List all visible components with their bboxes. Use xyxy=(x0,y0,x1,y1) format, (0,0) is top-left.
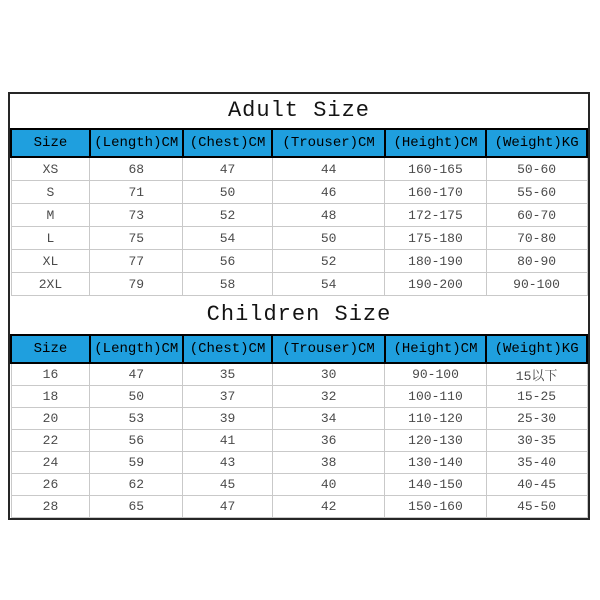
table-cell: 48 xyxy=(272,204,384,227)
table-cell: 110-120 xyxy=(385,408,486,430)
table-cell: 18 xyxy=(11,386,90,408)
column-header: (Chest)CM xyxy=(183,335,273,363)
table-cell: 45 xyxy=(183,474,273,496)
table-cell: 68 xyxy=(90,157,183,181)
table-cell: 52 xyxy=(272,250,384,273)
table-cell: 62 xyxy=(90,474,183,496)
table-cell: 44 xyxy=(272,157,384,181)
table-cell: 45-50 xyxy=(486,496,587,518)
table-cell: 90-100 xyxy=(486,273,587,296)
table-cell: 35 xyxy=(183,363,273,386)
table-cell: 120-130 xyxy=(385,430,486,452)
table-cell: 39 xyxy=(183,408,273,430)
table-cell: 30-35 xyxy=(486,430,587,452)
table-cell: 38 xyxy=(272,452,384,474)
children-size-title: Children Size xyxy=(206,302,392,327)
table-cell: 25-30 xyxy=(486,408,587,430)
table-cell: 15-25 xyxy=(486,386,587,408)
column-header: (Length)CM xyxy=(90,129,183,157)
table-cell: 20 xyxy=(11,408,90,430)
header-row xyxy=(11,335,587,363)
table-cell: 32 xyxy=(272,386,384,408)
table-row xyxy=(11,496,587,518)
column-header: (Weight)KG xyxy=(486,129,587,157)
table-cell: 40-45 xyxy=(486,474,587,496)
table-cell: XS xyxy=(11,157,90,181)
table-cell: 15以下 xyxy=(486,363,587,386)
table-cell: 24 xyxy=(11,452,90,474)
table-row xyxy=(11,452,587,474)
size-chart-frame xyxy=(8,92,590,520)
table-cell: 43 xyxy=(183,452,273,474)
table-cell: 59 xyxy=(90,452,183,474)
table-cell: 28 xyxy=(11,496,90,518)
table-row xyxy=(11,474,587,496)
table-cell: 160-170 xyxy=(385,181,486,204)
table-cell: 140-150 xyxy=(385,474,486,496)
table-cell: 47 xyxy=(183,157,273,181)
table-cell: 160-165 xyxy=(385,157,486,181)
table-row xyxy=(11,363,587,386)
column-header: Size xyxy=(11,129,90,157)
table-cell: 77 xyxy=(90,250,183,273)
table-cell: 42 xyxy=(272,496,384,518)
table-cell: 54 xyxy=(183,227,273,250)
table-cell: 50 xyxy=(90,386,183,408)
table-cell: 40 xyxy=(272,474,384,496)
table-row xyxy=(11,204,587,227)
table-cell: 71 xyxy=(90,181,183,204)
table-cell: 34 xyxy=(272,408,384,430)
table-cell: 26 xyxy=(11,474,90,496)
table-cell: L xyxy=(11,227,90,250)
table-row xyxy=(11,408,587,430)
table-cell: 50 xyxy=(183,181,273,204)
table-row xyxy=(11,250,587,273)
adult-size-table xyxy=(10,128,588,296)
table-cell: 65 xyxy=(90,496,183,518)
table-cell: 58 xyxy=(183,273,273,296)
column-header: (Height)CM xyxy=(385,335,486,363)
column-header: (Height)CM xyxy=(385,129,486,157)
table-cell: 60-70 xyxy=(486,204,587,227)
table-cell: 46 xyxy=(272,181,384,204)
table-cell: 50-60 xyxy=(486,157,587,181)
column-header: (Length)CM xyxy=(90,335,183,363)
table-cell: 73 xyxy=(90,204,183,227)
table-cell: 70-80 xyxy=(486,227,587,250)
table-cell: 190-200 xyxy=(385,273,486,296)
column-header: Size xyxy=(11,335,90,363)
table-cell: 180-190 xyxy=(385,250,486,273)
table-cell: 30 xyxy=(272,363,384,386)
table-cell: 2XL xyxy=(11,273,90,296)
table-cell: 54 xyxy=(272,273,384,296)
table-cell: 37 xyxy=(183,386,273,408)
table-cell: 52 xyxy=(183,204,273,227)
table-cell: M xyxy=(11,204,90,227)
table-cell: 50 xyxy=(272,227,384,250)
table-cell: 175-180 xyxy=(385,227,486,250)
table-cell: 35-40 xyxy=(486,452,587,474)
table-row xyxy=(11,227,587,250)
table-cell: 150-160 xyxy=(385,496,486,518)
table-cell: 55-60 xyxy=(486,181,587,204)
table-cell: 47 xyxy=(90,363,183,386)
table-cell: 16 xyxy=(11,363,90,386)
column-header: (Weight)KG xyxy=(486,335,587,363)
header-row xyxy=(11,129,587,157)
table-cell: 56 xyxy=(183,250,273,273)
table-cell: 130-140 xyxy=(385,452,486,474)
table-row xyxy=(11,430,587,452)
column-header: (Trouser)CM xyxy=(272,335,384,363)
table-row xyxy=(11,273,587,296)
table-cell: 36 xyxy=(272,430,384,452)
table-cell: 53 xyxy=(90,408,183,430)
table-cell: 172-175 xyxy=(385,204,486,227)
table-row xyxy=(11,157,587,181)
column-header: (Trouser)CM xyxy=(272,129,384,157)
children-size-table xyxy=(10,334,588,518)
table-cell: 90-100 xyxy=(385,363,486,386)
table-cell: 80-90 xyxy=(486,250,587,273)
column-header: (Chest)CM xyxy=(183,129,273,157)
table-cell: 56 xyxy=(90,430,183,452)
table-cell: 79 xyxy=(90,273,183,296)
table-row xyxy=(11,386,587,408)
table-cell: S xyxy=(11,181,90,204)
table-cell: 22 xyxy=(11,430,90,452)
table-cell: 75 xyxy=(90,227,183,250)
table-row xyxy=(11,181,587,204)
table-cell: 41 xyxy=(183,430,273,452)
table-cell: 100-110 xyxy=(385,386,486,408)
table-cell: 47 xyxy=(183,496,273,518)
table-cell: XL xyxy=(11,250,90,273)
adult-size-title: Adult Size xyxy=(227,98,371,123)
